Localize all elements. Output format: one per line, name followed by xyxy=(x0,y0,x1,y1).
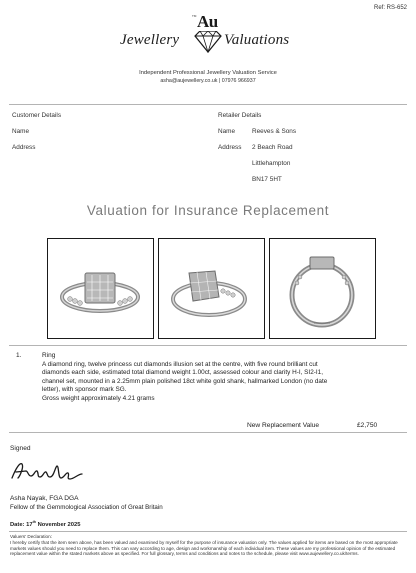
retailer-address-line-1: 2 Beach Road xyxy=(252,144,293,151)
signed-label: Signed xyxy=(10,445,31,452)
declaration-text: I hereby certify that the item seen above, has been valued and examined by myself for the purpose of insurance valuation only. The values applied for items are based on the most appropriate markets values should you need to replace them. This can vary according to age, design and workmanship of each individual item. These values are my professional opinion of the estimated replacement value within the stated markets above as specified. For full glossary, terms and conditions and notes to the schedule, please visit www.aujewellery.co.uk/terms. xyxy=(10,540,398,557)
valuer-name: Asha Nayak, FGA DGA xyxy=(10,495,79,502)
ring-photo-side xyxy=(158,238,265,339)
replacement-value: £2,750 xyxy=(357,422,378,429)
tagline: Independent Professional Jewellery Valuation Service xyxy=(139,70,277,76)
customer-name-label: Name xyxy=(12,128,30,135)
item-description-text: A diamond ring, twelve princess cut diamonds illusion set at the centre, with five round brilliant cut diamonds each side, estimated total diamond weight 1.00ct, assessed colour and clarity H-I, SI2-I1, channel set, mounted in a 2.25mm plain polished 18ct white gold shank, hallmarked London (no date letter), with sponsor mark SG. xyxy=(42,361,328,394)
date-prefix: Date: 17 xyxy=(10,521,33,528)
logo-word-jewellery: Jewellery xyxy=(120,32,180,48)
date-suffix: th xyxy=(32,520,36,524)
declaration-heading: Valuers' Declaration: xyxy=(10,534,52,539)
handwritten-signature xyxy=(8,458,92,484)
divider-item xyxy=(9,345,407,346)
retailer-address-label: Address xyxy=(218,144,242,151)
divider-signature xyxy=(9,432,407,433)
logo-au: Au xyxy=(197,12,218,31)
customer-address-label: Address xyxy=(12,144,36,151)
retailer-name-value: Reeves & Sons xyxy=(252,128,297,135)
customer-details-heading: Customer Details xyxy=(12,112,62,119)
contact-details: asha@aujewellery.co.uk | 07976 966937 xyxy=(160,78,256,84)
ring-photo-shank xyxy=(269,238,376,339)
retailer-address-line-2: Littlehampton xyxy=(252,160,291,167)
reference-number: Ref: RS-652 xyxy=(373,5,407,11)
divider-top xyxy=(9,104,407,105)
diamond-icon xyxy=(194,31,222,53)
valuer-fellowship: Fellow of the Gemmological Association of Great Britain xyxy=(10,504,163,511)
date-rest: November 2025 xyxy=(35,521,81,528)
logo-word-valuations: Valuations xyxy=(224,32,290,48)
jewellery-valuations-logo xyxy=(120,12,300,60)
divider-declaration xyxy=(9,531,407,532)
item-description xyxy=(42,361,342,403)
ring-photo-front xyxy=(47,238,154,339)
logo-trademark: TM xyxy=(192,14,197,18)
item-number: 1. xyxy=(16,352,22,359)
retailer-address-line-3: BN17 5HT xyxy=(252,176,282,183)
document-title: Valuation for Insurance Replacement xyxy=(86,203,330,218)
item-gross-weight: Gross weight approximately 4.21 grams xyxy=(42,394,155,402)
retailer-name-label: Name xyxy=(218,128,236,135)
item-title: Ring xyxy=(42,352,56,359)
retailer-details-heading: Retailer Details xyxy=(218,112,262,119)
replacement-value-label: New Replacement Value xyxy=(247,422,320,429)
valuation-date xyxy=(10,520,80,528)
